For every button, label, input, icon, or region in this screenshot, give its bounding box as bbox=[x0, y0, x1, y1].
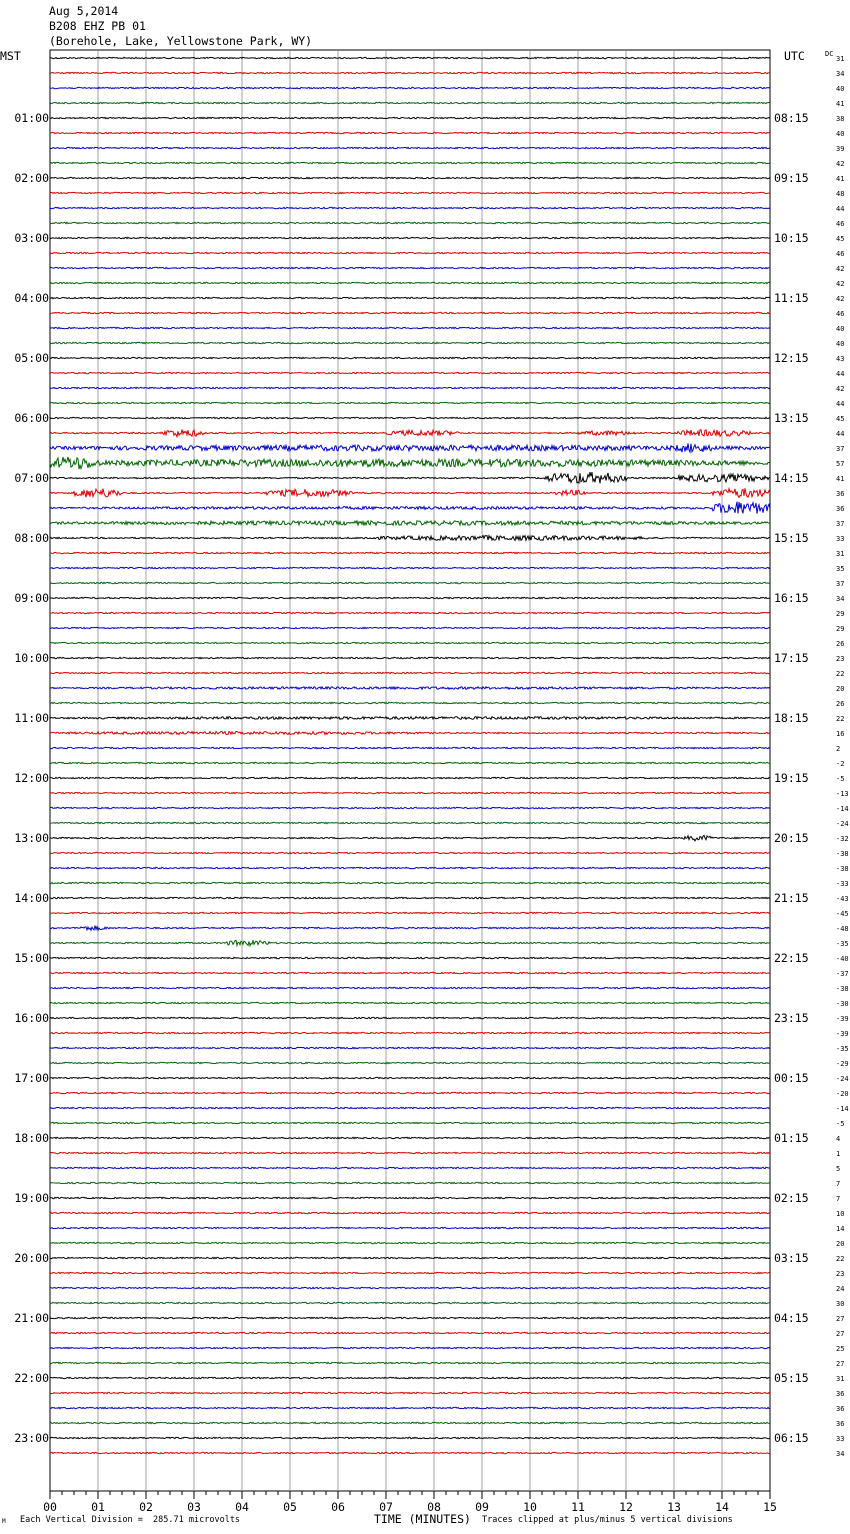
dc-offset-label: -38 bbox=[836, 865, 849, 873]
dc-offset-label: 5 bbox=[836, 1165, 841, 1173]
dc-offset-label: 40 bbox=[836, 325, 845, 333]
seismic-trace bbox=[50, 1077, 770, 1078]
seismic-trace bbox=[50, 536, 770, 541]
utc-hour-label: 03:15 bbox=[774, 1251, 809, 1265]
dc-offset-label: 34 bbox=[836, 1450, 845, 1458]
seismic-trace bbox=[50, 117, 770, 118]
dc-offset-label: 42 bbox=[836, 295, 845, 303]
seismic-trace bbox=[50, 1362, 770, 1363]
mst-hour-label: 09:00 bbox=[14, 591, 49, 605]
clipping-note: Traces clipped at plus/minus 5 vertical divisions bbox=[482, 1515, 733, 1525]
plot-date: Aug 5,2014 bbox=[49, 4, 119, 18]
seismic-trace bbox=[50, 972, 770, 973]
dc-offset-label: 39 bbox=[836, 145, 845, 153]
dc-offset-label: 16 bbox=[836, 730, 845, 738]
dc-offset-label: 34 bbox=[836, 70, 845, 78]
seismic-trace bbox=[50, 1452, 770, 1453]
dc-offset-label: 22 bbox=[836, 1255, 845, 1263]
seismic-trace bbox=[50, 443, 770, 452]
mst-hour-label: 12:00 bbox=[14, 771, 49, 785]
seismic-trace bbox=[50, 192, 770, 193]
dc-offset-label: 41 bbox=[836, 100, 845, 108]
seismic-trace bbox=[50, 731, 770, 734]
dc-offset-label: 24 bbox=[836, 1285, 845, 1293]
x-tick-label: 15 bbox=[763, 1500, 777, 1514]
dc-offset-label: 30 bbox=[836, 1300, 845, 1308]
x-tick-label: 04 bbox=[235, 1500, 249, 1514]
seismic-trace bbox=[50, 672, 770, 673]
seismic-trace bbox=[50, 327, 770, 328]
seismic-trace bbox=[50, 1422, 770, 1423]
seismic-trace bbox=[50, 687, 770, 690]
mst-hour-label: 02:00 bbox=[14, 171, 49, 185]
mst-hour-label: 07:00 bbox=[14, 471, 49, 485]
seismic-trace bbox=[50, 627, 770, 628]
dc-offset-label: 42 bbox=[836, 265, 845, 273]
seismic-trace bbox=[50, 1242, 770, 1243]
seismic-trace bbox=[50, 252, 770, 253]
dc-offset-label: -38 bbox=[836, 985, 849, 993]
utc-hour-label: 18:15 bbox=[774, 711, 809, 725]
utc-hour-label: 16:15 bbox=[774, 591, 809, 605]
dc-offset-label: 48 bbox=[836, 190, 845, 198]
seismic-trace bbox=[50, 1197, 770, 1198]
dc-offset-label: 2 bbox=[836, 745, 841, 753]
seismic-trace bbox=[50, 702, 770, 703]
dc-offset-label: 23 bbox=[836, 1270, 845, 1278]
dc-offset-label: 45 bbox=[836, 415, 845, 423]
dc-offset-label: 40 bbox=[836, 340, 845, 348]
seismic-trace bbox=[50, 777, 770, 778]
seismic-trace bbox=[50, 747, 770, 748]
dc-offset-label: 27 bbox=[836, 1360, 845, 1368]
dc-offset-label: 40 bbox=[836, 130, 845, 138]
seismic-trace bbox=[50, 1257, 770, 1258]
mst-hour-label: 03:00 bbox=[14, 231, 49, 245]
utc-hour-label: 05:15 bbox=[774, 1371, 809, 1385]
dc-offset-label: 20 bbox=[836, 685, 845, 693]
seismic-trace bbox=[50, 147, 770, 148]
dc-offset-label: -33 bbox=[836, 880, 849, 888]
utc-hour-label: 01:15 bbox=[774, 1131, 809, 1145]
x-axis-title: TIME (MINUTES) bbox=[374, 1512, 471, 1526]
utc-hour-label: 10:15 bbox=[774, 231, 809, 245]
dc-offset-label: -14 bbox=[836, 805, 849, 813]
seismic-trace bbox=[50, 1377, 770, 1378]
dc-offset-label: 42 bbox=[836, 280, 845, 288]
dc-offset-label: 31 bbox=[836, 1375, 845, 1383]
seismic-trace bbox=[50, 897, 770, 898]
seismic-trace bbox=[50, 488, 770, 497]
utc-hour-label: 02:15 bbox=[774, 1191, 809, 1205]
x-tick-label: 02 bbox=[139, 1500, 153, 1514]
plot-frame bbox=[50, 50, 770, 1491]
seismic-trace bbox=[50, 1122, 770, 1123]
seismic-trace bbox=[50, 207, 770, 208]
seismic-trace bbox=[50, 372, 770, 373]
dc-offset-label: -14 bbox=[836, 1105, 849, 1113]
seismic-trace bbox=[50, 297, 770, 298]
dc-offset-label: 37 bbox=[836, 580, 845, 588]
dc-offset-label: 42 bbox=[836, 160, 845, 168]
seismic-trace bbox=[50, 1167, 770, 1168]
seismic-trace bbox=[50, 852, 770, 853]
dc-offset-label: 46 bbox=[836, 220, 845, 228]
x-tick-label: 08 bbox=[427, 1500, 441, 1514]
dc-offset-label: -38 bbox=[836, 850, 849, 858]
dc-offset-label: 35 bbox=[836, 565, 845, 573]
seismic-trace bbox=[50, 177, 770, 178]
seismic-trace bbox=[50, 1152, 770, 1153]
dc-offset-label: -35 bbox=[836, 940, 849, 948]
dc-offset-label: -37 bbox=[836, 970, 849, 978]
mst-hour-label: 10:00 bbox=[14, 651, 49, 665]
corner-mark: M bbox=[2, 1518, 6, 1525]
dc-offset-label: -48 bbox=[836, 925, 849, 933]
utc-hour-label: 13:15 bbox=[774, 411, 809, 425]
dc-offset-label: 46 bbox=[836, 250, 845, 258]
dc-offset-label: 44 bbox=[836, 205, 845, 213]
seismic-trace bbox=[50, 717, 770, 720]
dc-offset-label: -30 bbox=[836, 1000, 849, 1008]
seismic-trace bbox=[50, 1227, 770, 1228]
seismic-trace bbox=[50, 1302, 770, 1303]
seismic-trace bbox=[50, 1212, 770, 1213]
seismic-trace bbox=[50, 1062, 770, 1063]
seismic-trace bbox=[50, 987, 770, 988]
seismic-trace bbox=[50, 457, 770, 469]
seismic-trace bbox=[50, 835, 770, 840]
dc-offset-label: 44 bbox=[836, 400, 845, 408]
dc-offset-label: -39 bbox=[836, 1015, 849, 1023]
seismic-trace bbox=[50, 521, 770, 525]
seismic-trace bbox=[50, 1002, 770, 1003]
mst-hour-label: 22:00 bbox=[14, 1371, 49, 1385]
dc-offset-label: -35 bbox=[836, 1045, 849, 1053]
seismic-trace bbox=[50, 597, 770, 598]
seismic-trace bbox=[50, 822, 770, 823]
dc-offset-label: 29 bbox=[836, 610, 845, 618]
dc-offset-label: 23 bbox=[836, 655, 845, 663]
seismic-trace bbox=[50, 867, 770, 868]
dc-offset-label: 36 bbox=[836, 490, 845, 498]
dc-offset-label: 36 bbox=[836, 1390, 845, 1398]
seismic-trace bbox=[50, 357, 770, 358]
mst-hour-label: 20:00 bbox=[14, 1251, 49, 1265]
utc-hour-label: 23:15 bbox=[774, 1011, 809, 1025]
dc-offset-label: 4 bbox=[836, 1135, 841, 1143]
dc-offset-label: 33 bbox=[836, 1435, 845, 1443]
dc-offset-label: -5 bbox=[836, 1120, 845, 1128]
seismic-trace bbox=[50, 312, 770, 313]
dc-offset-label: 36 bbox=[836, 1405, 845, 1413]
station-location: (Borehole, Lake, Yellowstone Park, WY) bbox=[49, 34, 313, 48]
dc-offset-label: 38 bbox=[836, 115, 845, 123]
seismic-trace bbox=[50, 87, 770, 88]
seismic-trace bbox=[50, 1047, 770, 1048]
seismic-trace bbox=[50, 1317, 770, 1318]
dc-offset-label: 31 bbox=[836, 55, 845, 63]
utc-hour-label: 14:15 bbox=[774, 471, 809, 485]
dc-offset-label: 33 bbox=[836, 535, 845, 543]
utc-hour-label: 19:15 bbox=[774, 771, 809, 785]
dc-offset-label: 26 bbox=[836, 700, 845, 708]
dc-offset-label: -32 bbox=[836, 835, 849, 843]
dc-offset-label: 41 bbox=[836, 175, 845, 183]
dc-offset-label: 27 bbox=[836, 1315, 845, 1323]
seismic-trace bbox=[50, 417, 770, 418]
mst-hour-label: 19:00 bbox=[14, 1191, 49, 1205]
utc-hour-label: 11:15 bbox=[774, 291, 809, 305]
station-code: B208 EHZ PB 01 bbox=[49, 19, 146, 33]
x-tick-label: 05 bbox=[283, 1500, 297, 1514]
utc-hour-label: 06:15 bbox=[774, 1431, 809, 1445]
dc-offset-label: 31 bbox=[836, 550, 845, 558]
seismic-trace bbox=[50, 792, 770, 793]
seismic-trace bbox=[50, 1032, 770, 1033]
seismic-trace bbox=[50, 1347, 770, 1348]
seismic-trace bbox=[50, 657, 770, 658]
seismic-trace bbox=[50, 57, 770, 58]
x-tick-label: 00 bbox=[43, 1500, 57, 1514]
dc-offset-label: -29 bbox=[836, 1060, 849, 1068]
mst-hour-label: 08:00 bbox=[14, 531, 49, 545]
dc-offset-label: 57 bbox=[836, 460, 845, 468]
x-tick-label: 14 bbox=[715, 1500, 729, 1514]
mst-hour-label: 16:00 bbox=[14, 1011, 49, 1025]
seismic-trace bbox=[50, 1332, 770, 1333]
dc-offset-label: 29 bbox=[836, 625, 845, 633]
dc-offset-label: 10 bbox=[836, 1210, 845, 1218]
utc-hour-label: 12:15 bbox=[774, 351, 809, 365]
seismic-trace bbox=[50, 472, 770, 483]
dc-offset-label: 45 bbox=[836, 235, 845, 243]
seismic-trace bbox=[50, 940, 770, 945]
dc-offset-label: -24 bbox=[836, 1075, 849, 1083]
seismic-trace bbox=[50, 762, 770, 763]
seismic-trace bbox=[50, 582, 770, 583]
seismic-trace bbox=[50, 1137, 770, 1138]
dc-offset-label: -40 bbox=[836, 955, 849, 963]
dc-offset-label: -13 bbox=[836, 790, 849, 798]
x-tick-label: 09 bbox=[475, 1500, 489, 1514]
seismic-trace bbox=[50, 1092, 770, 1093]
dc-offset-label: 7 bbox=[836, 1180, 841, 1188]
mst-axis-label: MST bbox=[0, 49, 21, 63]
dc-offset-label: 36 bbox=[836, 1420, 845, 1428]
seismic-trace bbox=[50, 502, 770, 514]
mst-hour-label: 04:00 bbox=[14, 291, 49, 305]
seismic-trace bbox=[50, 1107, 770, 1108]
seismic-trace bbox=[50, 1437, 770, 1438]
seismic-trace bbox=[50, 882, 770, 883]
seismic-trace bbox=[50, 807, 770, 808]
dc-offset-label: 22 bbox=[836, 670, 845, 678]
seismic-trace bbox=[50, 612, 770, 613]
mst-hour-label: 01:00 bbox=[14, 111, 49, 125]
dc-offset-label: 7 bbox=[836, 1195, 841, 1203]
dc-offset-label: 25 bbox=[836, 1345, 845, 1353]
x-tick-label: 11 bbox=[571, 1500, 585, 1514]
utc-hour-label: 09:15 bbox=[774, 171, 809, 185]
dc-offset-label: 14 bbox=[836, 1225, 845, 1233]
dc-offset-label: 26 bbox=[836, 640, 845, 648]
seismic-trace bbox=[50, 72, 770, 73]
mst-hour-label: 05:00 bbox=[14, 351, 49, 365]
dc-offset-label: -2 bbox=[836, 760, 845, 768]
mst-hour-label: 13:00 bbox=[14, 831, 49, 845]
dc-offset-label: -24 bbox=[836, 820, 849, 828]
dc-offset-label: 34 bbox=[836, 595, 845, 603]
seismic-trace bbox=[50, 552, 770, 553]
x-tick-label: 07 bbox=[379, 1500, 393, 1514]
seismic-trace bbox=[50, 912, 770, 913]
utc-hour-label: 15:15 bbox=[774, 531, 809, 545]
seismic-trace bbox=[50, 957, 770, 958]
seismic-trace bbox=[50, 102, 770, 103]
seismic-trace bbox=[50, 430, 770, 437]
seismic-trace bbox=[50, 1182, 770, 1183]
dc-offset-label: 37 bbox=[836, 520, 845, 528]
dc-offset-label: -5 bbox=[836, 775, 845, 783]
utc-hour-label: 04:15 bbox=[774, 1311, 809, 1325]
seismic-trace bbox=[50, 1407, 770, 1408]
vertical-division-note: Each Vertical Division = 285.71 microvolts bbox=[20, 1515, 241, 1525]
dc-offset-label: 37 bbox=[836, 445, 845, 453]
dc-offset-label: 1 bbox=[836, 1150, 841, 1158]
dc-header: DC bbox=[825, 50, 834, 58]
seismic-trace bbox=[50, 1017, 770, 1018]
utc-hour-label: 08:15 bbox=[774, 111, 809, 125]
dc-offset-label: 27 bbox=[836, 1330, 845, 1338]
dc-offset-label: -39 bbox=[836, 1030, 849, 1038]
mst-hour-label: 21:00 bbox=[14, 1311, 49, 1325]
dc-offset-label: 40 bbox=[836, 85, 845, 93]
seismic-trace bbox=[50, 387, 770, 388]
seismic-trace bbox=[50, 1392, 770, 1393]
utc-hour-label: 22:15 bbox=[774, 951, 809, 965]
seismic-trace bbox=[50, 222, 770, 223]
x-tick-label: 12 bbox=[619, 1500, 633, 1514]
seismic-trace bbox=[50, 1287, 770, 1288]
x-tick-label: 13 bbox=[667, 1500, 681, 1514]
dc-offset-label: 44 bbox=[836, 430, 845, 438]
dc-offset-label: 46 bbox=[836, 310, 845, 318]
x-tick-label: 06 bbox=[331, 1500, 345, 1514]
mst-hour-label: 11:00 bbox=[14, 711, 49, 725]
seismic-trace bbox=[50, 567, 770, 568]
x-tick-label: 10 bbox=[523, 1500, 537, 1514]
mst-hour-label: 14:00 bbox=[14, 891, 49, 905]
dc-offset-label: 44 bbox=[836, 370, 845, 378]
utc-hour-label: 17:15 bbox=[774, 651, 809, 665]
dc-offset-label: 36 bbox=[836, 505, 845, 513]
utc-hour-label: 20:15 bbox=[774, 831, 809, 845]
seismic-trace bbox=[50, 926, 770, 931]
dc-offset-label: -45 bbox=[836, 910, 849, 918]
mst-hour-label: 23:00 bbox=[14, 1431, 49, 1445]
mst-hour-label: 18:00 bbox=[14, 1131, 49, 1145]
dc-offset-label: 43 bbox=[836, 355, 845, 363]
seismic-trace bbox=[50, 162, 770, 163]
dc-offset-label: 20 bbox=[836, 1240, 845, 1248]
dc-offset-label: -43 bbox=[836, 895, 849, 903]
x-tick-label: 01 bbox=[91, 1500, 105, 1514]
mst-hour-label: 17:00 bbox=[14, 1071, 49, 1085]
seismic-trace bbox=[50, 267, 770, 268]
dc-offset-label: 22 bbox=[836, 715, 845, 723]
mst-hour-label: 06:00 bbox=[14, 411, 49, 425]
seismic-trace bbox=[50, 642, 770, 643]
x-tick-label: 03 bbox=[187, 1500, 201, 1514]
seismic-trace bbox=[50, 402, 770, 403]
utc-hour-label: 00:15 bbox=[774, 1071, 809, 1085]
seismic-trace bbox=[50, 282, 770, 283]
seismic-trace bbox=[50, 1272, 770, 1273]
utc-hour-label: 21:15 bbox=[774, 891, 809, 905]
seismic-trace bbox=[50, 342, 770, 343]
dc-offset-label: 42 bbox=[836, 385, 845, 393]
dc-offset-label: 41 bbox=[836, 475, 845, 483]
seismic-trace bbox=[50, 237, 770, 238]
mst-hour-label: 15:00 bbox=[14, 951, 49, 965]
dc-offset-label: -20 bbox=[836, 1090, 849, 1098]
utc-axis-label: UTC bbox=[784, 49, 805, 63]
seismic-trace bbox=[50, 132, 770, 133]
